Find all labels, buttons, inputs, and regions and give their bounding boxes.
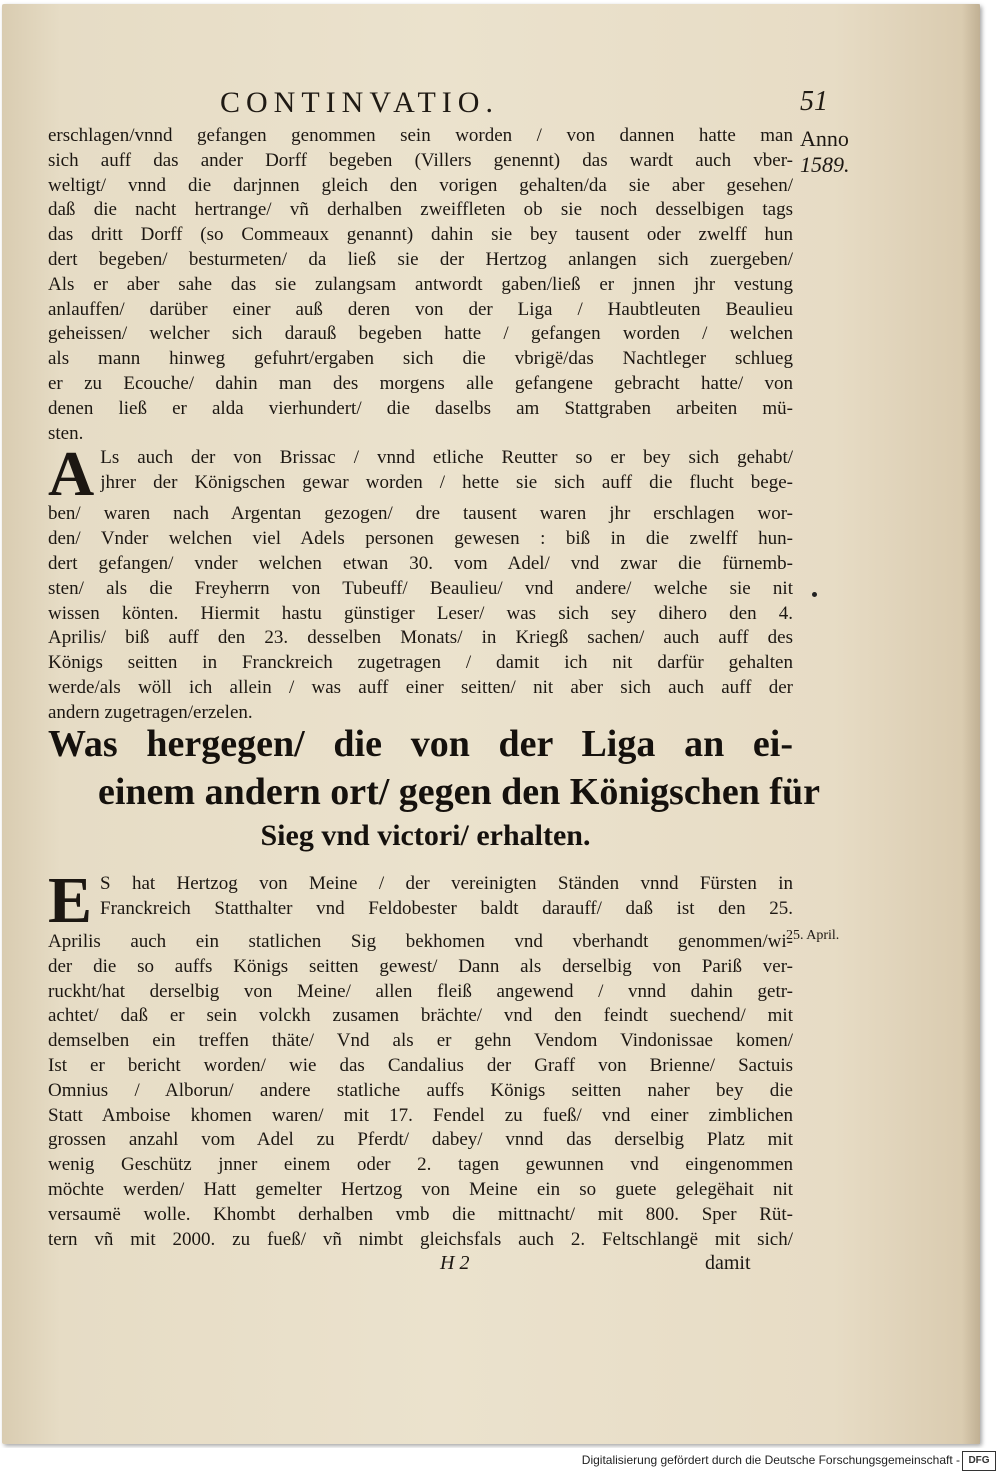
text-line: weltigt/ vnnd die darjnnen gleich den vorigen gehalten/da sie aber gesehen/ [48, 174, 793, 196]
text-line: S hat Hertzog von Meine / der vereinigten Ständen vnnd Fürsten in [100, 873, 793, 894]
text-line: Omnius / Alborun/ andere statliche auffs Königs seitten naher bey die [48, 1079, 793, 1101]
text-line: demselben ein treffen thäte/ Vnd als er gehn Vendom Vindonissae komen/ [48, 1030, 793, 1052]
text-line: Als er aber sahe das sie zulangsam antwordt gaben/ließ er jnnen jhr vestung [48, 273, 793, 295]
paragraph-1 [48, 124, 793, 726]
paragraph-3 [48, 864, 793, 1252]
text-line: werde/als wöll ich allein / was auff einer seitten/ nit aber sich auch auff der [48, 676, 793, 698]
text-line: ben/ waren nach Argentan gezogen/ dre tausent waren jhr erschlagen wor- [48, 503, 793, 525]
text-line: jhrer der Königschen gewar worden / hette sie sich auff die flucht bege- [100, 472, 793, 494]
running-head: CONTINVATIO. [220, 86, 499, 119]
text-line: geheissen/ welcher sich darauß begeben hatte / gefangen worden / welchen [48, 323, 793, 345]
signature-mark: H 2 [440, 1252, 470, 1274]
text-line: als mann hinweg gefuhrt/ergaben sich die vbrigë/das Nachtleger schlueg [48, 348, 793, 370]
text-line: Ls auch der von Brissac / vnnd etliche Reutter so er bey sich gehabt/ [100, 447, 793, 469]
text-line: achtet/ daß er sein volckh zusamen brächte/ vnd den feindt suechend/ mit [48, 1005, 793, 1027]
drop-initial: A [48, 438, 95, 510]
text-line: Aprilis/ biß auff den 23. desselben Monats/ in Kriegß sachen/ auch auff des [48, 627, 793, 649]
text-line: denen ließ er alda vierhundert/ die daselbs am Stattgraben arbeiten mü- [48, 397, 793, 419]
funding-credit: Digitalisierung gefördert durch die Deutsche Forschungsgemeinschaft - [581, 1453, 960, 1467]
margin-dot [812, 592, 817, 597]
text-line: sten/ als die Freyherrn von Tubeuff/ Beaulieu/ vnd andere/ welche sie nit [48, 577, 793, 599]
heading-line-2: einem andern ort/ gegen den Königschen für [98, 771, 820, 813]
text-line: Königs seitten in Franckreich zugetragen / damit ich nit darfür gehalten [48, 652, 793, 674]
text-line: wenig Geschütz jnner einem oder 2. tagen gewunnen vnd eingenommen [48, 1154, 793, 1176]
text-line: tern vñ mit 2000. zu fueß/ vñ nimbt gleichsfals auch 2. Feltschlangë mit sich/ [48, 1228, 793, 1250]
text-line: versaumë wolle. Khombt derhalben vmb die mittnacht/ mit 800. Sper Rüt- [48, 1203, 793, 1225]
catchword: damit [705, 1252, 751, 1274]
footer-bar [0, 1448, 1000, 1474]
heading-line-3: Sieg vnd victori/ erhalten. [260, 819, 591, 852]
text-line: sten. [48, 422, 84, 444]
text-line: möchte werden/ Hatt gemelter Hertzog von Meine ein so guete gelegëhait nit [48, 1178, 793, 1200]
page-number: 51 [800, 86, 828, 117]
section-heading [48, 720, 820, 856]
text-line: dert begeben/ besturmeten/ da ließ sie der Hertzog anlangen sich zuergeben/ [48, 248, 793, 270]
text-line: der die so auffs Königs seitten gewest/ Dann als derselbig von Pariß ver- [48, 955, 793, 977]
text-line: Ist er bericht worden/ wie das Candalius der Graff von Brienne/ Sactuis [48, 1054, 793, 1076]
margin-year: 1589. [800, 152, 850, 177]
text-line: das dritt Dorff (so Commeaux genannt) dahin sie bey tausent oder zwelff hun [48, 224, 793, 246]
text-line: Aprilis auch ein statlichen Sig bekhomen vnd vberhandt genommen/wi- [48, 931, 793, 952]
text-line: ruckht/hat derselbig von Meine/ allen fleiß angewend / vnnd dahin getr- [48, 980, 793, 1002]
text-line: andern zugetragen/erzelen. [48, 701, 253, 723]
text-line: den/ Vnder welchen viel Adels personen gewesen : biß in die zwelff hun- [48, 528, 793, 550]
margin-year-label: Anno [800, 126, 849, 151]
text-line: anlauffen/ darüber einer auß deren von der Liga / Haubtleuten Beaulieu [48, 298, 793, 320]
text-line: Statt Amboise khomen waren/ mit 17. Fendel zu fueß/ vnd einer zimblichen [48, 1104, 793, 1126]
text-line: daß die nacht hertrange/ vñ derhalben zweiffleten ob sie noch desselbigen tags [48, 199, 793, 221]
text-line: dert gefangen/ vnder welchen etwan 30. vom Adel/ vnd zwar die fürnemb- [48, 552, 793, 574]
text-line: grossen anzahl vom Adel zu Pferdt/ dabey/ vnnd das derselbig Platz mit [48, 1129, 793, 1151]
paragraph-2 [48, 438, 793, 725]
page-edge-shadow [962, 4, 980, 1444]
text-line: sich auff das ander Dorff begeben (Villers genennt) das wardt auch vber- [48, 149, 793, 171]
margin-date-note: 25. April. [786, 928, 840, 943]
text-line: er zu Ecouche/ dahin man des morgens alle gefangene gebracht hatte/ von [48, 372, 793, 394]
text-line: erschlagen/vnnd gefangen genommen sein worden / von dannen hatte man [48, 125, 793, 146]
dfg-logo-icon: DFG [962, 1451, 996, 1471]
heading-line-1: Was hergegen/ die von der Liga an ei- [48, 723, 793, 765]
text-line: wissen könten. Hiermit hastu günstiger Leser/ was sich sey dihero den 4. [48, 602, 793, 624]
drop-initial: E [48, 864, 93, 937]
text-line: Franckreich Statthalter vnd Feldobester baldt darauff/ daß ist den 25. [100, 897, 793, 919]
